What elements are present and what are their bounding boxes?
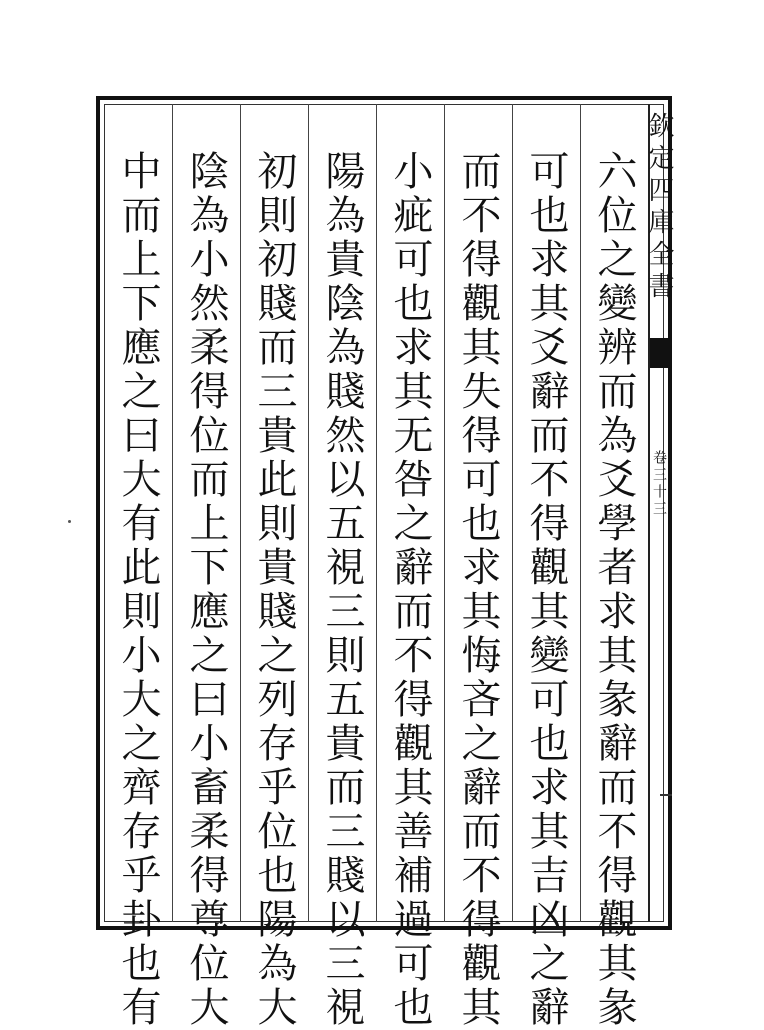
column-rule xyxy=(580,104,581,922)
margin-tick-mark xyxy=(660,794,672,796)
column-rule xyxy=(444,104,445,922)
text-column-8 xyxy=(104,104,172,1030)
column-text: 六位之變辨而為爻學者求其彖辭而不得觀其彖 xyxy=(591,150,637,1030)
column-rule xyxy=(172,104,173,922)
column-rule xyxy=(240,104,241,922)
text-column-1 xyxy=(580,104,648,1030)
text-column-3 xyxy=(444,104,512,1030)
fish-tail-mark xyxy=(650,338,672,368)
column-text: 中而上下應之曰大有此則小大之齊存乎卦也有 xyxy=(115,150,161,1030)
column-text: 陽為貴陰為賤然以五視三則五貴而三賤以三視 xyxy=(319,150,365,1030)
column-text: 而不得觀其失得可也求其悔吝之辭而不得觀其 xyxy=(455,150,501,1030)
column-text: 小疵可也求其无咎之辭而不得觀其善補過可也 xyxy=(387,150,433,1030)
text-column-7 xyxy=(172,104,240,1030)
column-text: 可也求其爻辭而不得觀其變可也求其吉凶之辭 xyxy=(523,150,569,1030)
column-text: 初則初賤而三貴此則貴賤之列存乎位也陽為大 xyxy=(251,150,297,1030)
column-rule xyxy=(308,104,309,922)
column-rule xyxy=(512,104,513,922)
text-column-5 xyxy=(308,104,376,1030)
text-column-2 xyxy=(512,104,580,1030)
text-column-4 xyxy=(376,104,444,1030)
column-text: 陰為小然柔得位而上下應之曰小畜柔得尊位大 xyxy=(183,150,229,1030)
book-title: 欽定四庫全書 xyxy=(644,112,674,304)
ink-speck xyxy=(68,520,71,523)
column-rule xyxy=(376,104,377,922)
text-column-6 xyxy=(240,104,308,1030)
volume-label: 卷三十三 xyxy=(651,450,667,518)
text-body xyxy=(104,104,648,1030)
